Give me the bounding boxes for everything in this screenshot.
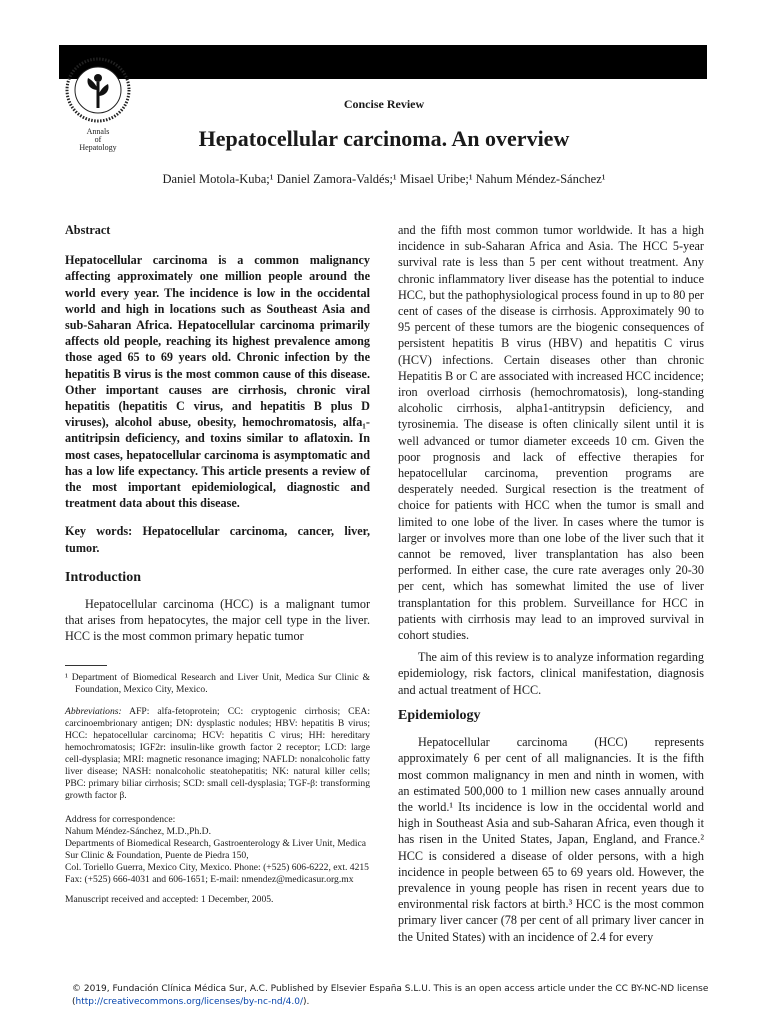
address-line: Col. Toriello Guerra, Mexico City, Mexico. Phone: (+525) 606-6222, ext. 4215 Fax: (+525) 666-4031 and 606-1651; E-mail: nmendez@medicasur.org.mx bbox=[65, 861, 369, 885]
address-line: Nahum Méndez-Sánchez, M.D.,Ph.D. bbox=[65, 825, 212, 837]
abbreviations-footnote bbox=[65, 706, 370, 802]
correspondence-address bbox=[65, 814, 370, 886]
license-link[interactable]: http://creativecommons.org/licenses/by-nc-nd/4.0/ bbox=[75, 997, 303, 1007]
affiliation-footnote: ¹ Department of Biomedical Research and Liver Unit, Medica Sur Clinic & Foundation, Mexico City, Mexico. bbox=[65, 671, 370, 695]
footnote-divider bbox=[65, 665, 107, 666]
journal-name-line: Annals bbox=[86, 127, 110, 136]
journal-name-line: Hepatology bbox=[79, 143, 117, 152]
author-list: Daniel Motola-Kuba;¹ Daniel Zamora-Valdés;¹ Misael Uribe;¹ Nahum Méndez-Sánchez¹ bbox=[162, 172, 606, 186]
abbreviations-label: Abbreviations: bbox=[65, 705, 122, 717]
introduction-heading: Introduction bbox=[65, 569, 141, 585]
license-tail: ). bbox=[303, 997, 310, 1007]
abstract-body: Hepatocellular carcinoma is a common malignancy affecting approximately one million people around the world every year. The incidence is low in the occidental world and high in locations such as Southeast Asia and sub-Saharan Africa. Hepatocellular carcinoma primarily affects old people, reaching its highest prevalence among those aged 65 to 69 years old. Chronic infection by the hepatitis B virus is the most common cause of this disease. Other important causes are cirrhosis, chronic viral hepatitis (hepatitis C virus, and hepatitis B plus D viruses), alcohol abuse, obesity, hemochromatosis, alfa₁-antitripsin deficiency, and toxins similar to aflatoxin. In most cases, hepatocellular carcinoma is asymptomatic and has a low life expectancy. This article presents a review of the most important epidemiological, diagnostic and treatment data about this disease. bbox=[65, 253, 370, 511]
received-date: Manuscript received and accepted: 1 December, 2005. bbox=[65, 893, 274, 905]
keywords: Key words: Hepatocellular carcinoma, cancer, liver, tumor. bbox=[65, 524, 370, 555]
epidemiology-paragraph: Hepatocellular carcinoma (HCC) represents approximately 6 per cent of all malignancies. It is the fifth most common malignancy in men and ninth in women, with an estimated 500,000 to 1 million new cases annually around the world.¹ Its incidence is low in the occidental world and high in Southeast Asia and sub-Saharan Africa, even though it has risen in the United States, Japan, England, and France.² HCC is considered a disease of older persons, with a high incidence in people between 65 to 69 years old. However, the prevalence in young people has risen in recent years due to environmental risk factors at birth.³ HCC is the most common primary liver cancer (78 per cent of all primary liver cancer in the United States) with an incidence of 2.4 for every bbox=[398, 735, 704, 944]
introduction-paragraph: Hepatocellular carcinoma (HCC) is a malignant tumor that arises from hepatocytes, the major cell type in the liver. HCC is the most common primary hepatic tumor bbox=[65, 597, 370, 644]
epidemiology-heading: Epidemiology bbox=[398, 707, 481, 723]
abstract-title: Abstract bbox=[65, 223, 111, 237]
address-line: Address for correspondence: bbox=[65, 813, 176, 825]
introduction-aim-paragraph: The aim of this review is to analyze information regarding epidemiology, risk factors, clinical manifestation, diagnosis and actual treatment of HCC. bbox=[398, 650, 704, 697]
abbreviations-text: AFP: alfa-fetoprotein; CC: cryptogenic cirrhosis; CEA: carcinoembrionary antigen; DN: dysplastic nodules; HBV: hepatitis B virus; HCC: hepatocellular carcinoma; HCV: hepatitis C virus; HH: hereditary hemochromatosis; IGF2r: insulin-like growth factor 2 receptor; LCD: large cell-dysplasia; MRI: magnetic resonance imaging; NAFLD: nonalcoholic fatty liver disease; NASH: nonalcoholic steatohepatitis; NK: natural killer cells; PBC: primary biliar cirrhosis; SCD: small cell-dysplasia; TGF-β: transforming growth factor β. bbox=[65, 705, 370, 801]
address-line: Departments of Biomedical Research, Gastroenterology & Liver Unit, Medica Sur Clinic & Foundation, Puente de Piedra 150, bbox=[65, 837, 367, 861]
article-title: Hepatocellular carcinoma. An overview bbox=[198, 126, 570, 151]
right-column bbox=[398, 222, 704, 951]
journal-name-line: of bbox=[94, 135, 102, 144]
header-bar bbox=[59, 45, 707, 79]
section-label: Concise Review bbox=[343, 97, 425, 111]
license-text: © 2019, Fundación Clínica Médica Sur, A.C. Published by Elsevier España S.L.U. This is an open access article under the CC BY-NC-ND license ( bbox=[72, 984, 709, 1007]
journal-logo bbox=[64, 56, 132, 124]
left-column bbox=[65, 222, 370, 906]
introduction-paragraph-continued: and the fifth most common tumor worldwide. It has a high incidence in sub-Saharan Africa and Asia. The HCC 5-year survival rate is less than 5 per cent without treatment. Any chronic inflammatory liver disease has the potential to induce HCC, but the pathophysiological process found in up to 80 per cent of cases of the disease is cirrhosis. Approximately 90 to 95 percent of these tumors are the biogenic consequences of persistent hepatitis B virus (HBV) and hepatitis C virus (HCV) infections. Certain diseases other than chronic Hepatitis B or C are associated with increased HCC incidence; iron overload cirrhosis (hemochromatosis), long-standing alcoholic cirrhosis, alpha1-antitrypsin deficiency, and tyrosinemia. The disease is often clinically silent until it is well advanced or tumor diameter exceeds 10 cm. Given the poor prognosis and lack of effective therapies for hepatocellular carcinoma, prevention programs are desperately needed. Surgical resection is the treatment of choice for patients with HCC when the tumor is small and limited to one lobe of the liver. In cases where the tumor is larger or involves more than one lobe of the liver such that it cannot be removed, liver transplantation has also been performed. In either case, the cure rate averages only 20-30 per cent, which has somewhat limited the use of liver transplantation for this problem. Surveillance for HCC in patients with cirrhosis may lead to an improved survival in cohort studies. bbox=[398, 223, 704, 643]
license-notice bbox=[72, 983, 712, 1009]
